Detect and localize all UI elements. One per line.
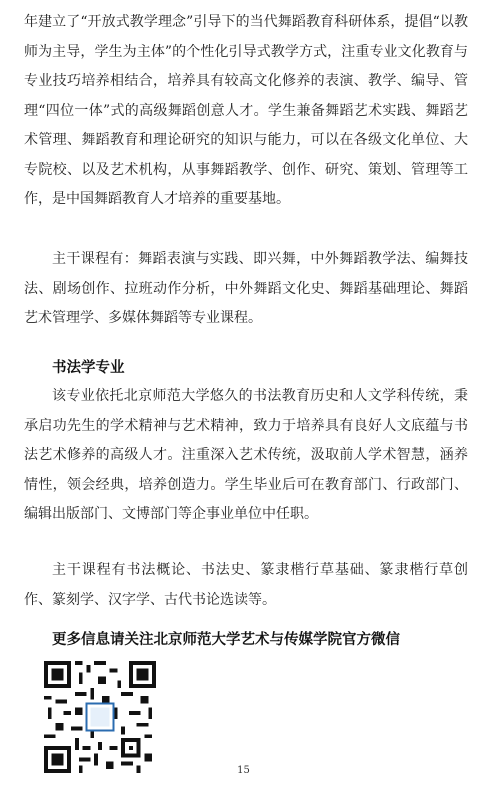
wechat-notice: 更多信息请关注北京师范大学艺术与传媒学院官方微信 bbox=[52, 632, 400, 648]
wechat-qr-code[interactable] bbox=[44, 661, 156, 773]
calligraphy-description-paragraph: 该专业依托北京师范大学悠久的书法教育历史和人文学科传统，秉承启功先生的学术精神与艺术精神，致力于培养具有良好人文底蕴与书法艺术修养的高级人才。注重深入艺术传统，汲取前人学术智慧，涵养情性，领会经典，培养创造力。学生毕业后可在教育部门、行政部门、编辑出版部门、文博部门等企事业单位中任职。 bbox=[24, 388, 468, 522]
calligraphy-courses-paragraph: 主干课程有书法概论、书法史、篆隶楷行草基础、篆隶楷行草创作、篆刻学、汉字学、古代书论选读等。 bbox=[24, 562, 468, 608]
page-number: 15 bbox=[237, 765, 250, 776]
calligraphy-section-heading: 书法学专业 bbox=[52, 360, 125, 376]
program-description-paragraph: 年建立了“开放式教学理念”引导下的当代舞蹈教育科研体系，提倡“以教师为主导，学生为主体”的个性化引导式教学方式，注重专业文化教育与专业技巧培养相结合，培养具有较高文化修养的表演、教学、编导、管理“四位一体”式的高级舞蹈创意人才。学生兼备舞蹈艺术实践、舞蹈艺术管理、舞蹈教育和理论研究的知识与能力，可以在各级文化单位、大专院校、以及艺术机构，从事舞蹈教学、创作、研究、策划、管理等工作，是中国舞蹈教育人才培养的重要基地。 bbox=[24, 14, 468, 207]
dance-courses-paragraph: 主干课程有：舞蹈表演与实践、即兴舞，中外舞蹈教学法、编舞技法、剧场创作、拉班动作分析，中外舞蹈文化史、舞蹈基础理论、舞蹈艺术管理学、多媒体舞蹈等专业课程。 bbox=[24, 251, 468, 326]
